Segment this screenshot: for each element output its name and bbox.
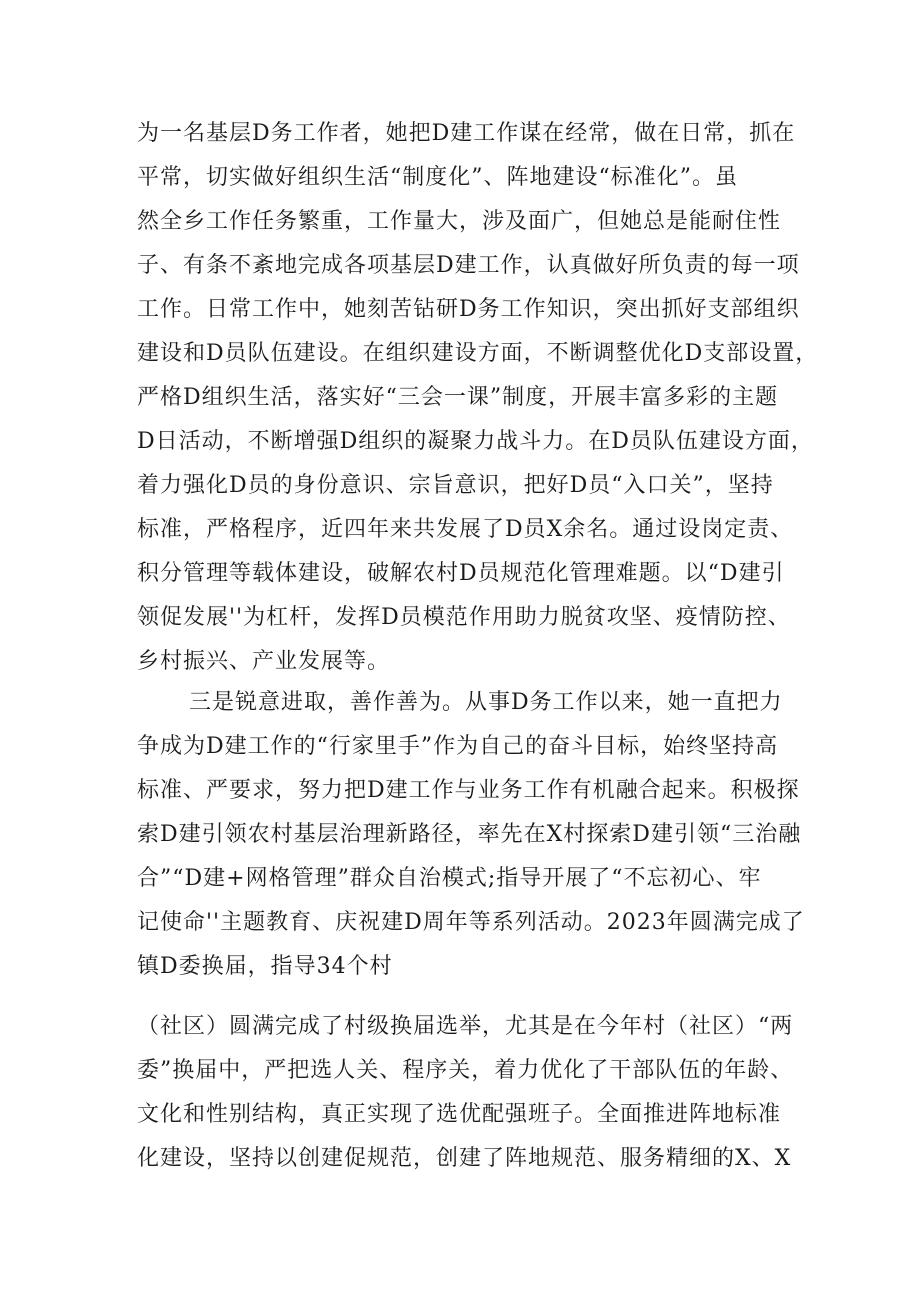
paragraph-2	[137, 681, 805, 989]
paragraph-line: 严格D组织生活，落实好“三会一课”制度，开展丰富多彩的主题	[137, 385, 779, 410]
paragraph-first-line: 三是锐意进取，善作善为。从事D务工作以来，她一直把力	[189, 690, 783, 715]
paragraph-line: 工作。日常工作中，她刻苦钻研D务工作知识，突出抓好支部组织	[137, 297, 800, 322]
paragraph-line: 子、有条不紊地完成各项基层D建工作，认真做好所负责的每一项	[137, 253, 800, 278]
paragraph-line: 为一名基层D务工作者，她把D建工作谋在经常，做在日常，抓在	[137, 121, 796, 146]
paragraph-line: 建设和D员队伍建设。在组织建设方面，不断调整优化D支部设置，	[137, 341, 819, 366]
paragraph-line: 化建设，坚持以创建促规范，创建了阵地规范、服务精细的X、X	[137, 1146, 792, 1171]
paragraph-1	[137, 112, 819, 684]
paragraph-line: 积分管理等载体建设，破解农村D员规范化管理难题。以“D建引	[137, 561, 785, 586]
paragraph-line: （社区）圆满完成了村级换届选举，尤其是在今年村（社区）“两	[137, 1014, 794, 1039]
paragraph-line: 着力强化D员的身份意识、宗旨意识，把好D员“入口关”，坚持	[137, 473, 774, 498]
paragraph-line: 争成为D建工作的“行家里手”作为自己的奋斗目标，始终坚持高	[137, 734, 779, 759]
paragraph-3	[137, 1005, 797, 1181]
paragraph-line: 领促发展''为杠杆，发挥D员模范作用助力脱贫攻坚、疫情防控、	[137, 605, 791, 630]
paragraph-line: 平常，切实做好组织生活“制度化”、阵地建设“标准化”。虽	[137, 165, 738, 190]
paragraph-line: 镇D委换届，指导34个村	[137, 954, 393, 979]
paragraph-line: 委”换届中，严把选人关、程序关，着力优化了干部队伍的年龄、	[137, 1058, 794, 1083]
paragraph-line: 索D建引领农村基层治理新路径，率先在X村探索D建引领“三治融	[137, 822, 802, 847]
paragraph-line: D日活动，不断增强D组织的凝聚力战斗力。在D员队伍建设方面，	[137, 429, 814, 454]
paragraph-line: 文化和性别结构，真正实现了选优配强班子。全面推进阵地标准	[137, 1102, 782, 1127]
paragraph-line: 标准，严格程序，近四年来共发展了D员X余名。通过设岗定责、	[137, 517, 794, 542]
paragraph-line: 乡村振兴、产业发展等。	[137, 649, 391, 674]
paragraph-line: 记使命''主题教育、庆祝建D周年等系列活动。2023年圆满完成了	[137, 910, 805, 935]
paragraph-line: 然全乡工作任务繁重，工作量大，涉及面广，但她总是能耐住性	[137, 209, 782, 234]
paragraph-line: 合”“D建+网格管理”群众自治模式;指导开展了“不忘初心、牢	[137, 866, 762, 891]
paragraph-line: 标准、严要求，努力把D建工作与业务工作有机融合起来。积极探	[137, 778, 800, 803]
